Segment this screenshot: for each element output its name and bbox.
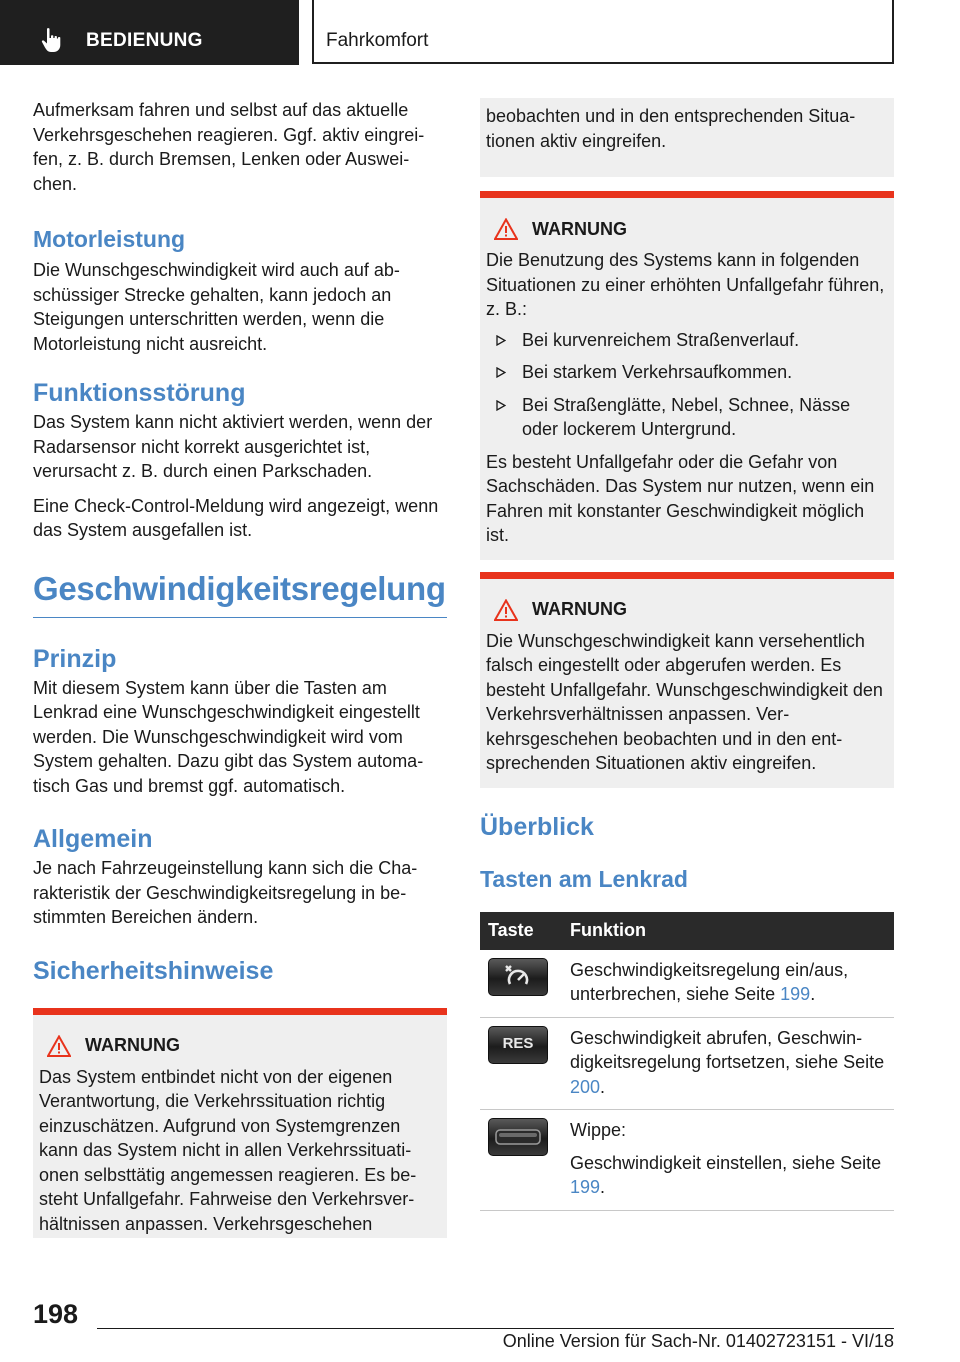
page-link[interactable]: 199 [780,984,811,1004]
bullet-triangle-icon [496,367,506,378]
list-item: Bei Straßenglätte, Nebel, Schnee, Nässe oder lockerem Untergrund. [486,393,886,442]
steering-buttons-table [480,912,894,1211]
table-cell-function: Geschwindigkeit abrufen, Geschwindigkeitsregelung fortsetzen, siehe Seite 200. [562,1017,894,1110]
table-row [480,1110,894,1211]
footer-rule [97,1328,894,1329]
bullet-triangle-icon [496,400,506,411]
warning-text: Das System entbindet nicht von der eigenen Verantwortung, die Verkehrssituation richtig einzuschätzen. Aufgrund von Systemgrenzen kann das System nicht in allen Verkehrssituationen selbsttätig angemessen reagieren. Es besteht Unfallgefahr. Fahrweise den Verkehrsverhältnissen anpassen. Verkehrsgeschehen [39,1066,417,1234]
page-link[interactable]: 200 [570,1076,601,1097]
principle-paragraph: Mit diesem System kann über die Tasten am Lenkrad eine Wunschgeschwindigkeit eingestellt werden. Die Wunschgeschwindigkeit wird vom System gehalten. Dazu gibt das System automatisch Gas und bremst ggf. automatisch. [33,677,424,796]
warning-title [39,1033,439,1059]
table-row [480,1017,894,1110]
page-link[interactable]: 199 [570,1177,601,1197]
footer-online-version: Online Version für Sach-Nr. 01402723151 - VI/18 [502,1331,894,1351]
warning-text: Die Benutzung des Systems kann in folgenden Situationen zu einer erhöhten Unfallgefahr führen, z. B.: [486,250,885,319]
warning-triangle-icon [47,1035,71,1057]
fault-heading: Funktionsstörung [33,379,246,407]
warning-triangle-icon [494,599,518,621]
general-paragraph: Je nach Fahrzeugeinstellung kann sich die Charakteristik der Geschwindigkeitsregelung in bestimmten Bereichen ändern. [33,858,418,927]
main-heading: Geschwindigkeitsregelung [33,569,446,607]
column-header-function: Funktion [562,912,894,950]
section-tab [0,0,299,65]
motor-paragraph: Die Wunschgeschwindigkeit wird auch auf abschüssiger Strecke gehalten, kann jedoch an Steigungen unterschritten werden, wenn die Motorleistung nicht ausreicht. [33,260,400,354]
section-title: BEDIENUNG [86,30,203,51]
hand-pointer-icon [40,27,64,53]
right-column [480,98,894,1211]
general-heading: Allgemein [33,825,153,853]
warning-text: Die Wunschgeschwindigkeit kann versehentlich falsch eingestellt oder abgerufen werden. Es besteht Unfallgefahr. Wunschgeschwindigkeit den Verkehrsverhältnissen anpassen. Verkehrsgeschehen beobachten und in den entsprechenden Situationen aktiv eingreifen. [486,630,883,773]
buttons-heading: Tasten am Lenkrad [480,865,688,892]
table-header-row [480,912,894,950]
fault-paragraph-1: Das System kann nicht aktiviert werden, wenn der Radarsensor nicht korrekt ausgerichtet ist, verursacht z. B. durch einen Parkschaden. [33,412,433,481]
safety-heading: Sicherheitshinweise [33,956,274,985]
warning-list [486,328,886,442]
warning-label: WARNUNG [532,599,627,619]
warning-title [486,216,886,242]
list-item: Bei kurvenreichem Straßenverlauf. [486,328,886,353]
chapter-tab [312,0,894,64]
warning-box-3 [480,572,894,788]
warning-label: WARNUNG [85,1035,180,1055]
bullet-triangle-icon [496,335,506,346]
warning-box-2 [480,191,894,560]
warning-title [486,597,886,623]
rocker-switch-icon [488,1118,548,1156]
chapter-title: Fahrkomfort [326,30,429,51]
table-cell-function: Wippe: Geschwindigkeit einstellen, siehe Seite 199. [562,1110,894,1211]
cruise-control-icon [488,958,548,996]
page-number: 198 [33,1299,79,1329]
warning-box-1-continued [480,98,894,177]
table-row [480,950,894,1018]
table-cell-function: Geschwindigkeitsregelung ein/aus, unterbrechen, siehe Seite 199. [562,950,894,1018]
heading-rule [33,617,447,618]
overview-heading: Überblick [480,812,594,841]
motor-heading: Motorleistung [33,226,186,252]
res-button-icon: RES [488,1026,548,1064]
left-column [33,98,447,1238]
intro-paragraph: Aufmerksam fahren und selbst auf das aktuelle Verkehrsgeschehen reagieren. Ggf. aktiv eingreifen, z. B. durch Bremsen, Lenken oder Ausweichen. [33,100,425,194]
warning-box-1 [33,1008,447,1239]
list-item: Bei starkem Verkehrsaufkommen. [486,360,886,385]
warning-label: WARNUNG [532,218,627,239]
principle-heading: Prinzip [33,644,117,673]
column-header-key: Taste [480,912,562,950]
fault-paragraph-2: Eine Check-Control-Meldung wird angezeigt, wenn das System ausgefallen ist. [33,495,439,540]
warning-triangle-icon [494,218,518,240]
warning-after-text: Es besteht Unfallgefahr oder die Gefahr von Sachschäden. Das System nur nutzen, wenn ein Fahren mit konstanter Geschwindigkeit möglich ist. [486,451,875,545]
warning-continued-text: beobachten und in den entsprechenden Situationen aktiv eingreifen. [486,106,856,151]
